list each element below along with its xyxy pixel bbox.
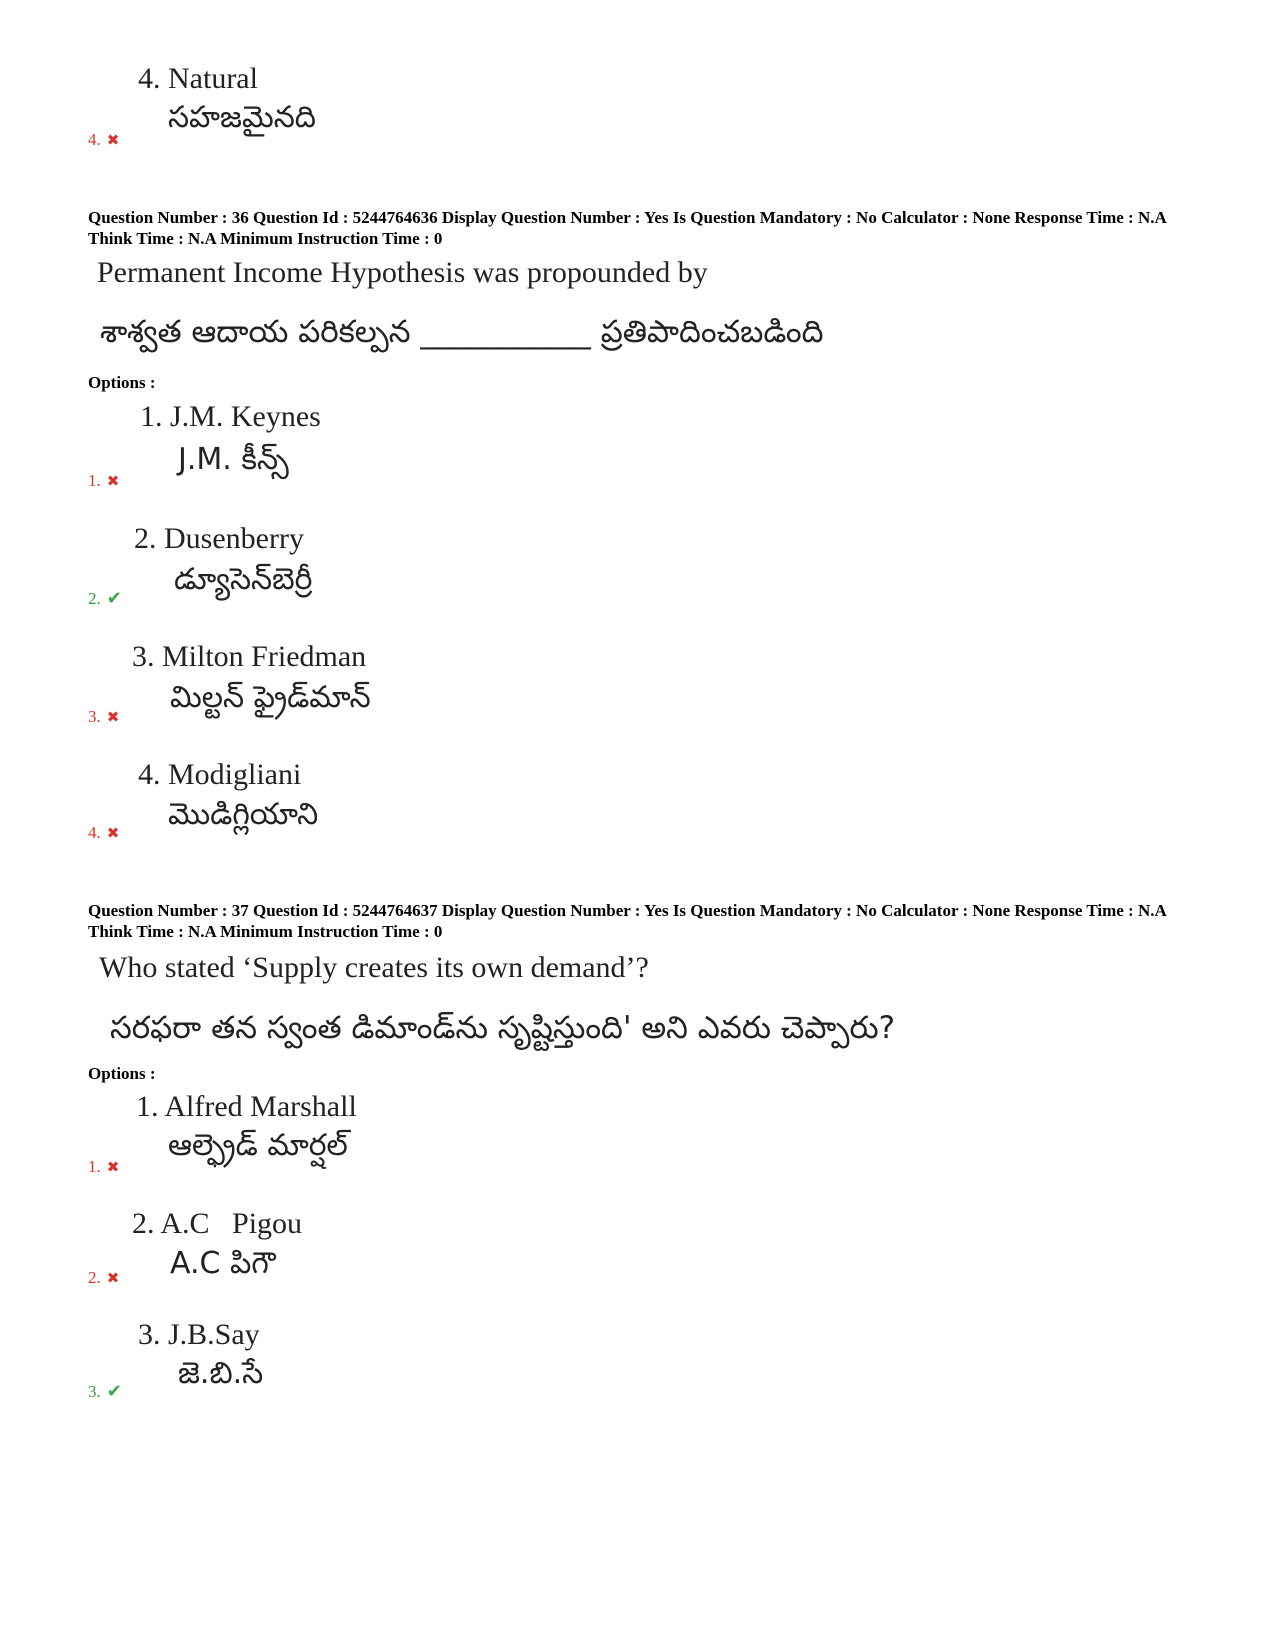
option-text-en: 1. Alfred Marshall [136, 1090, 357, 1123]
option-marker: 3. ✖ [88, 707, 120, 726]
option-marker: 2. ✖ [88, 1268, 120, 1287]
option-marker: 3. ✔ [88, 1381, 122, 1401]
option-text-te: డ్యూసెన్‌బెర్రీ [174, 562, 313, 597]
option-marker: 1. ✖ [88, 1157, 120, 1176]
cross-icon: ✖ [106, 1271, 120, 1287]
question-text-en: Who stated ‘Supply creates its own demand’? [99, 951, 649, 984]
cross-icon: ✖ [106, 1160, 120, 1176]
option-marker: 4. ✖ [88, 130, 120, 149]
option-text-en: 2. A.C Pigou [132, 1207, 303, 1240]
check-icon: ✔ [106, 588, 122, 608]
cross-icon: ✖ [106, 710, 120, 726]
option-text-en: 2. Dusenberry [134, 522, 304, 555]
question-meta: Question Number : 37 Question Id : 5244764637 Display Question Number : Yes Is Question Mandatory : No Calculator : None Response Time : N.A Think Time : N.A Minimum Instruction Time : 0 [88, 901, 1166, 941]
check-icon: ✔ [106, 1381, 122, 1401]
question-text-te: సరఫరా తన స్వంత డిమాండ్‌ను సృష్టిస్తుంది' అని ఎవరు చెప్పారు? [110, 1010, 896, 1046]
question-meta: Question Number : 36 Question Id : 5244764636 Display Question Number : Yes Is Question Mandatory : No Calculator : None Response Time : N.A Think Time : N.A Minimum Instruction Time : 0 [88, 208, 1166, 248]
option-marker: 2. ✔ [88, 588, 122, 608]
question-text-te: శాశ్వత ఆదాయ పరికల్పన ___________ ప్రతిపాదించబడింది [100, 314, 824, 350]
option-text-en: 4. Modigliani [138, 758, 302, 791]
option-text-te: సహజమైనది [168, 100, 316, 135]
option-marker: 4. ✖ [88, 823, 120, 842]
options-label: Options : [88, 1064, 156, 1083]
option-text-te: మిల్టన్ ఫ్రైడ్‌మాన్ [170, 680, 371, 715]
question-text-en: Permanent Income Hypothesis was propounded by [97, 256, 708, 289]
option-text-en: 3. Milton Friedman [132, 640, 367, 673]
option-text-en: 1. J.M. Keynes [140, 400, 321, 433]
option-text-en: 4. Natural [138, 62, 258, 95]
option-text-te: ఆల్ఫ్రెడ్ మార్షల్ [168, 1128, 348, 1163]
cross-icon: ✖ [106, 133, 120, 149]
cross-icon: ✖ [106, 826, 120, 842]
options-label: Options : [88, 373, 156, 392]
option-text-te: J.M. కీన్స్ [178, 442, 289, 477]
cross-icon: ✖ [106, 474, 120, 490]
option-text-te: జె.బి.సే [178, 1356, 264, 1391]
option-text-en: 3. J.B.Say [138, 1318, 260, 1351]
option-marker: 1. ✖ [88, 471, 120, 490]
option-text-te: A.C పిగౌ [170, 1246, 276, 1281]
option-text-te: మొడిగ్లియాని [168, 797, 319, 832]
